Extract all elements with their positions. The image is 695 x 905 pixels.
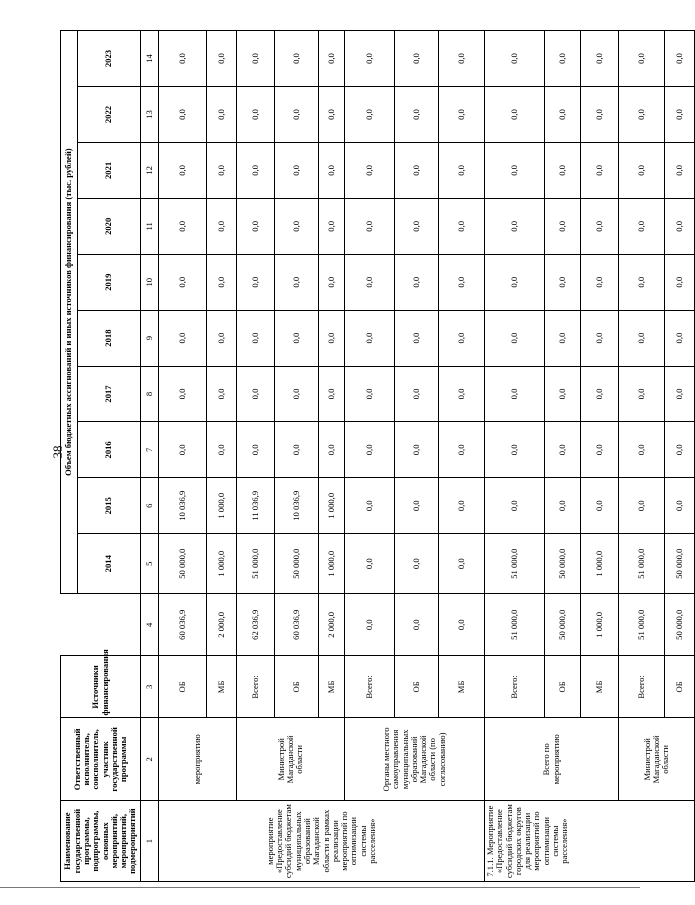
header-total (61, 594, 141, 656)
row-value: 0,0 (665, 31, 695, 87)
row-value: 0,0 (439, 31, 485, 87)
row-value: 0,0 (395, 87, 439, 143)
row-value: 0,0 (159, 422, 207, 478)
header-year: 2016 (78, 422, 141, 478)
row-value: 0,0 (619, 310, 665, 366)
row-value: 0,0 (345, 142, 395, 198)
header-year: 2015 (78, 478, 141, 534)
row-value: 0,0 (345, 198, 395, 254)
row-value: 0,0 (275, 254, 319, 310)
row-executor: Министрой Магаданской области (237, 718, 345, 801)
page-number: 38 (50, 445, 65, 459)
row-value: 0,0 (159, 366, 207, 422)
column-number: 2 (141, 718, 159, 801)
row-source: Всего: (345, 656, 395, 718)
row-value: 0,0 (439, 87, 485, 143)
row-value: 0,0 (319, 87, 345, 143)
funding-table (60, 30, 695, 882)
row-name: мероприятие «Предоставление субсидий бюджетам муниципальных образований Магаданской области в рамках реализации мероприятий по оптимизации системы расселения» (159, 801, 485, 882)
row-source: Всего: (619, 656, 665, 718)
table-row (237, 31, 275, 882)
row-value: 0,0 (237, 142, 275, 198)
row-value: 0,0 (345, 310, 395, 366)
row-value: 10 036,9 (159, 478, 207, 534)
row-value: 0,0 (319, 366, 345, 422)
row-value: 0,0 (159, 142, 207, 198)
row-value: 0,0 (665, 142, 695, 198)
row-value: 0,0 (485, 31, 545, 87)
header-source: Источники финансирования (61, 656, 141, 718)
row-value: 50 000,0 (159, 534, 207, 594)
column-number: 4 (141, 594, 159, 656)
row-value: 0,0 (581, 198, 619, 254)
column-number: 9 (141, 310, 159, 366)
row-value: 50 000,0 (665, 594, 695, 656)
row-source: ОБ (275, 656, 319, 718)
row-value: 0,0 (395, 31, 439, 87)
row-value: 0,0 (665, 310, 695, 366)
row-source: Всего: (237, 656, 275, 718)
column-number: 5 (141, 534, 159, 594)
row-value: 0,0 (207, 198, 237, 254)
row-value: 0,0 (237, 198, 275, 254)
header-year: 2018 (78, 310, 141, 366)
row-value: 0,0 (159, 87, 207, 143)
row-value: 0,0 (619, 87, 665, 143)
row-value: 0,0 (237, 254, 275, 310)
row-value: 0,0 (395, 366, 439, 422)
table-row (485, 31, 545, 882)
row-value: 0,0 (275, 422, 319, 478)
row-value: 0,0 (395, 422, 439, 478)
bottom-rule (0, 887, 640, 888)
row-value: 51 000,0 (485, 534, 545, 594)
row-value: 0,0 (485, 310, 545, 366)
row-value: 0,0 (485, 87, 545, 143)
header-name: Наименование государственной программы, подпрограммы, основных мероприятий, мероприятий, подмероприятий (61, 801, 141, 882)
column-number: 13 (141, 87, 159, 143)
row-value: 2 000,0 (207, 594, 237, 656)
row-value: 0,0 (237, 31, 275, 87)
row-value: 50 000,0 (545, 594, 581, 656)
row-value: 0,0 (275, 31, 319, 87)
row-value: 1 000,0 (207, 478, 237, 534)
column-number: 11 (141, 198, 159, 254)
row-value: 0,0 (545, 31, 581, 87)
column-number: 1 (141, 801, 159, 882)
row-value: 0,0 (207, 422, 237, 478)
header-row-1 (61, 31, 78, 882)
row-value: 0,0 (581, 254, 619, 310)
row-value: 0,0 (665, 422, 695, 478)
row-value: 60 036,9 (275, 594, 319, 656)
row-value: 0,0 (345, 366, 395, 422)
row-value: 51 000,0 (619, 534, 665, 594)
table-row (619, 31, 665, 882)
column-number: 10 (141, 254, 159, 310)
row-value: 0,0 (319, 254, 345, 310)
row-value: 0,0 (619, 31, 665, 87)
row-value: 0,0 (395, 142, 439, 198)
row-value: 0,0 (275, 310, 319, 366)
row-value: 10 036,9 (275, 478, 319, 534)
row-value: 0,0 (275, 87, 319, 143)
row-executor: мероприятию (159, 718, 237, 801)
row-value: 0,0 (237, 310, 275, 366)
rotated-table-container (60, 30, 684, 882)
row-value: 0,0 (545, 310, 581, 366)
row-value: 0,0 (207, 254, 237, 310)
row-value: 0,0 (545, 478, 581, 534)
row-source: ОБ (159, 656, 207, 718)
row-value: 0,0 (345, 254, 395, 310)
row-value: 0,0 (395, 594, 439, 656)
row-value: 1 000,0 (581, 534, 619, 594)
column-number: 14 (141, 31, 159, 87)
row-value: 0,0 (581, 478, 619, 534)
row-value: 0,0 (207, 366, 237, 422)
row-value: 0,0 (581, 87, 619, 143)
row-value: 0,0 (319, 422, 345, 478)
row-value: 0,0 (439, 310, 485, 366)
row-value: 51 000,0 (237, 534, 275, 594)
header-year: 2022 (78, 87, 141, 143)
row-value: 0,0 (345, 594, 395, 656)
row-value: 0,0 (207, 142, 237, 198)
row-value: 0,0 (619, 366, 665, 422)
row-value: 1 000,0 (319, 534, 345, 594)
row-value: 0,0 (159, 254, 207, 310)
row-value: 0,0 (395, 478, 439, 534)
row-value: 0,0 (319, 142, 345, 198)
row-value: 0,0 (545, 142, 581, 198)
row-value: 0,0 (665, 366, 695, 422)
column-number-row (141, 31, 159, 882)
row-value: 0,0 (581, 366, 619, 422)
row-source: Всего: (485, 656, 545, 718)
row-value: 0,0 (319, 198, 345, 254)
row-value: 0,0 (345, 31, 395, 87)
row-value: 0,0 (619, 198, 665, 254)
row-executor: Министрой Магаданской области (619, 718, 695, 801)
header-year: 2023 (78, 31, 141, 87)
row-name: 7.1.1. Мероприятие «Предоставление субсидий бюджетам городских округов для реализации мероприятий по оптимизации системы расселения» (485, 801, 695, 882)
row-source: МБ (581, 656, 619, 718)
row-executor: Всего по мероприятию (485, 718, 619, 801)
row-source: МБ (207, 656, 237, 718)
header-year: 2019 (78, 254, 141, 310)
column-number: 6 (141, 478, 159, 534)
row-value: 0,0 (485, 478, 545, 534)
row-value: 0,0 (485, 366, 545, 422)
row-value: 0,0 (207, 87, 237, 143)
row-value: 11 036,9 (237, 478, 275, 534)
row-value: 0,0 (439, 534, 485, 594)
row-value: 0,0 (485, 142, 545, 198)
table-row (159, 31, 207, 882)
row-value: 0,0 (345, 87, 395, 143)
row-value: 0,0 (439, 366, 485, 422)
row-value: 50 000,0 (665, 534, 695, 594)
row-value: 50 000,0 (545, 534, 581, 594)
table-row (345, 31, 395, 882)
row-value: 0,0 (395, 310, 439, 366)
row-value: 0,0 (275, 198, 319, 254)
row-value: 0,0 (159, 31, 207, 87)
row-value: 0,0 (395, 534, 439, 594)
row-value: 2 000,0 (319, 594, 345, 656)
row-source: ОБ (545, 656, 581, 718)
row-value: 0,0 (581, 31, 619, 87)
row-value: 0,0 (159, 198, 207, 254)
row-value: 0,0 (665, 254, 695, 310)
header-funding-title: Объем бюджетных ассигнований и иных источников финансирования (тыс. рублей) (61, 31, 78, 594)
row-value: 0,0 (345, 422, 395, 478)
row-value: 0,0 (345, 534, 395, 594)
row-source: МБ (439, 656, 485, 718)
row-value: 0,0 (395, 254, 439, 310)
column-number: 3 (141, 656, 159, 718)
row-value: 0,0 (485, 254, 545, 310)
row-value: 0,0 (619, 254, 665, 310)
row-value: 1 000,0 (581, 594, 619, 656)
row-value: 0,0 (545, 422, 581, 478)
row-value: 0,0 (619, 478, 665, 534)
row-value: 0,0 (581, 422, 619, 478)
row-value: 0,0 (619, 422, 665, 478)
row-value: 0,0 (439, 142, 485, 198)
header-year: 2020 (78, 198, 141, 254)
row-value: 0,0 (439, 594, 485, 656)
row-value: 50 000,0 (275, 534, 319, 594)
row-value: 0,0 (319, 310, 345, 366)
column-number: 8 (141, 366, 159, 422)
column-number: 12 (141, 142, 159, 198)
row-value: 0,0 (237, 366, 275, 422)
row-value: 0,0 (237, 422, 275, 478)
row-value: 0,0 (545, 198, 581, 254)
row-source: МБ (319, 656, 345, 718)
row-value: 0,0 (665, 478, 695, 534)
row-value: 0,0 (439, 198, 485, 254)
row-value: 0,0 (581, 310, 619, 366)
row-value: 0,0 (545, 366, 581, 422)
row-value: 51 000,0 (619, 594, 665, 656)
row-value: 0,0 (439, 254, 485, 310)
row-value: 0,0 (439, 478, 485, 534)
row-value: 0,0 (485, 422, 545, 478)
row-value: 0,0 (275, 366, 319, 422)
row-value: 0,0 (275, 142, 319, 198)
header-executor: Ответственный исполнитель, соисполнитель, участник государственной программы (61, 718, 141, 801)
row-value: 1 000,0 (319, 478, 345, 534)
row-value: 0,0 (207, 31, 237, 87)
row-value: 0,0 (159, 310, 207, 366)
header-year: 2021 (78, 142, 141, 198)
row-executor: Органы местного самоуправления муниципальных образований Магаданской области (по согласованию) (345, 718, 485, 801)
row-value: 0,0 (545, 254, 581, 310)
row-value: 0,0 (581, 142, 619, 198)
row-value: 0,0 (237, 87, 275, 143)
row-value: 0,0 (439, 422, 485, 478)
header-year: 2014 (78, 534, 141, 594)
row-value: 60 036,9 (159, 594, 207, 656)
row-value: 0,0 (395, 198, 439, 254)
row-value: 0,0 (619, 142, 665, 198)
row-value: 0,0 (345, 478, 395, 534)
row-value: 62 036,9 (237, 594, 275, 656)
row-value: 0,0 (545, 87, 581, 143)
row-value: 51 000,0 (485, 594, 545, 656)
row-value: 0,0 (665, 87, 695, 143)
row-source: ОБ (665, 656, 695, 718)
row-source: ОБ (395, 656, 439, 718)
row-value: 0,0 (319, 31, 345, 87)
header-year: 2017 (78, 366, 141, 422)
row-value: 0,0 (207, 310, 237, 366)
row-value: 1 000,0 (207, 534, 237, 594)
row-value: 0,0 (485, 198, 545, 254)
row-value: 0,0 (665, 198, 695, 254)
column-number: 7 (141, 422, 159, 478)
